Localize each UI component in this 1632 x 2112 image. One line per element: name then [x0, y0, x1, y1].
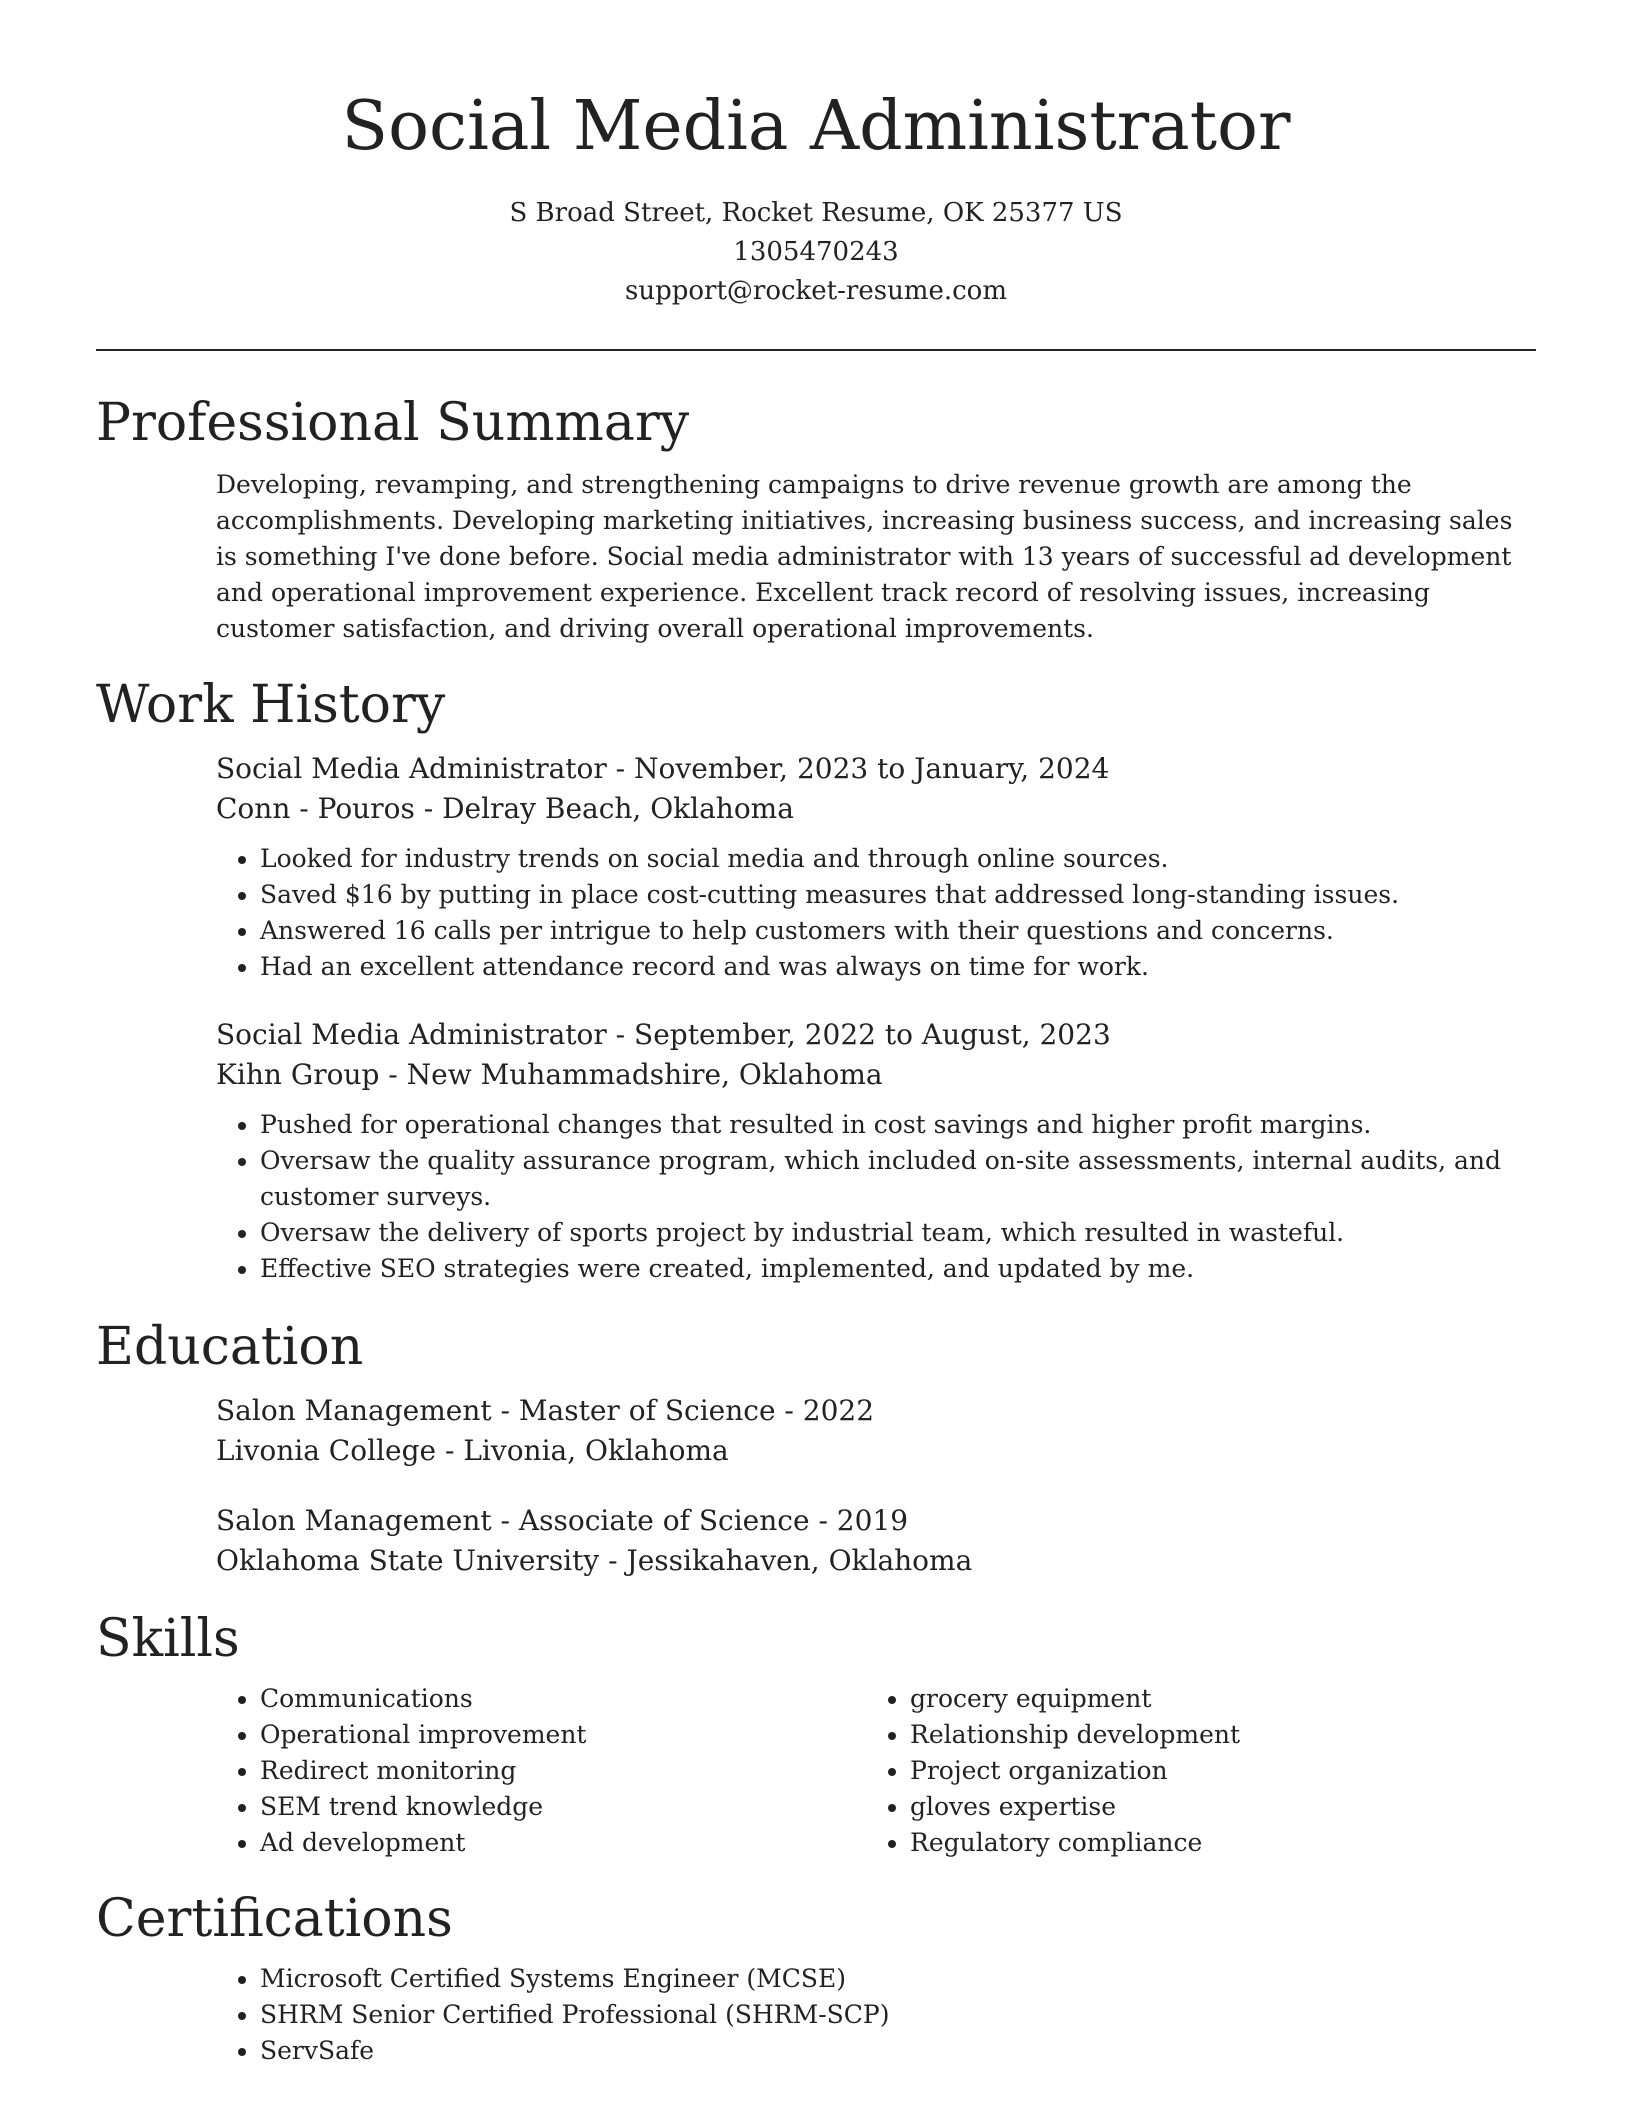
degree-field: Salon Management - Master of Science: [216, 1394, 776, 1427]
job-title-line: [216, 749, 1536, 789]
job-bullets: [216, 1107, 1536, 1287]
certifications-body: [96, 1961, 1536, 2069]
certification-item: • ServSafe: [260, 2033, 1536, 2069]
school-line: [216, 1431, 1536, 1471]
contact-phone: 1305470243: [733, 237, 899, 267]
skill-item: • grocery equipment: [910, 1681, 1516, 1717]
job-company: Conn - Pouros: [216, 792, 415, 825]
job-company-line: [216, 1055, 1536, 1095]
education-section: [96, 1315, 1536, 1581]
summary-text: Developing, revamping, and strengthening campaigns to drive revenue growth are among the accomplishments. Developing marketing initiatives, increasing business success, and increasing sales is something I've done before. Social media administrator with 13 years of successful ad development and operational improvement experience. Excellent track record of resolving issues, increasing customer satisfaction, and driving overall operational improvements.: [216, 470, 1513, 643]
school-location: - Livonia, Oklahoma: [436, 1434, 729, 1467]
job-entry: [216, 1015, 1536, 1287]
job-location: - New Muhammadshire, Oklahoma: [379, 1058, 883, 1091]
job-bullet: • Looked for industry trends on social media and through online sources.: [260, 841, 1536, 877]
job-entry: [216, 749, 1536, 985]
resume-header: [96, 0, 1536, 311]
skill-item: • Communications: [260, 1681, 866, 1717]
skills-heading: Skills: [96, 1609, 240, 1669]
school-name: Livonia College: [216, 1434, 437, 1467]
summary-body: [96, 467, 1536, 647]
skills-section: [96, 1607, 1536, 1861]
skill-item: • SEM trend knowledge: [260, 1789, 866, 1825]
job-bullet: • Oversaw the delivery of sports project by industrial team, which resulted in wasteful.: [260, 1215, 1536, 1251]
school-location: - Jessikahaven, Oklahoma: [599, 1544, 973, 1577]
work-history-heading: Work History: [96, 675, 446, 735]
skill-item: • Operational improvement: [260, 1717, 866, 1753]
job-bullet: • Had an excellent attendance record and was always on time for work.: [260, 949, 1536, 985]
degree-line: [216, 1391, 1536, 1431]
certification-item: • Microsoft Certified Systems Engineer (MCSE): [260, 1961, 1536, 1997]
skill-item: • Project organization: [910, 1753, 1516, 1789]
education-heading: Education: [96, 1317, 364, 1377]
contact-address: S Broad Street, Rocket Resume, OK 25377 US: [509, 198, 1123, 228]
degree-line: [216, 1501, 1536, 1541]
education-entry: [216, 1501, 1536, 1581]
work-history-section: [96, 673, 1536, 1287]
job-location: - Delray Beach, Oklahoma: [414, 792, 794, 825]
skill-item: • Regulatory compliance: [910, 1825, 1516, 1861]
certification-item: • SHRM Senior Certified Professional (SHRM-SCP): [260, 1997, 1536, 2033]
degree-year: - 2022: [775, 1394, 875, 1427]
certifications-heading: Certifications: [96, 1889, 453, 1949]
job-bullet: • Effective SEO strategies were created, implemented, and updated by me.: [260, 1251, 1536, 1287]
skill-item: • gloves expertise: [910, 1789, 1516, 1825]
skills-grid: [216, 1681, 1536, 1861]
job-company-line: [216, 789, 1536, 829]
summary-section: [96, 391, 1536, 647]
job-bullet: • Saved $16 by putting in place cost-cutting measures that addressed long-standing issues.: [260, 877, 1536, 913]
job-dates: - November, 2023 to January, 2024: [606, 752, 1110, 785]
certifications-list: [216, 1961, 1536, 2069]
job-title-line: [216, 1015, 1536, 1055]
candidate-name: Social Media Administrator: [341, 87, 1291, 166]
job-company: Kihn Group: [216, 1058, 380, 1091]
work-history-body: [96, 749, 1536, 1287]
header-divider: [96, 349, 1536, 351]
degree-field: Salon Management - Associate of Science: [216, 1504, 810, 1537]
school-line: [216, 1541, 1536, 1581]
job-bullets: [216, 841, 1536, 985]
skills-column-left: [216, 1681, 866, 1861]
skills-column-right: [866, 1681, 1516, 1861]
skill-item: • Redirect monitoring: [260, 1753, 866, 1789]
job-role: Social Media Administrator: [216, 1018, 607, 1051]
skill-item: • Relationship development: [910, 1717, 1516, 1753]
job-role: Social Media Administrator: [216, 752, 607, 785]
certifications-section: [96, 1887, 1536, 2069]
education-body: [96, 1391, 1536, 1581]
skill-item: • Ad development: [260, 1825, 866, 1861]
school-name: Oklahoma State University: [216, 1544, 600, 1577]
job-bullet: • Answered 16 calls per intrigue to help customers with their questions and concerns.: [260, 913, 1536, 949]
job-dates: - September, 2022 to August, 2023: [606, 1018, 1111, 1051]
degree-year: - 2019: [809, 1504, 909, 1537]
education-entry: [216, 1391, 1536, 1471]
job-bullet: • Pushed for operational changes that resulted in cost savings and higher profit margins.: [260, 1107, 1536, 1143]
job-bullet: • Oversaw the quality assurance program, which included on-site assessments, internal audits, and customer surveys.: [260, 1143, 1536, 1215]
summary-heading: Professional Summary: [96, 393, 690, 453]
contact-email: support@rocket-resume.com: [624, 276, 1007, 306]
skills-body: [96, 1681, 1536, 1861]
